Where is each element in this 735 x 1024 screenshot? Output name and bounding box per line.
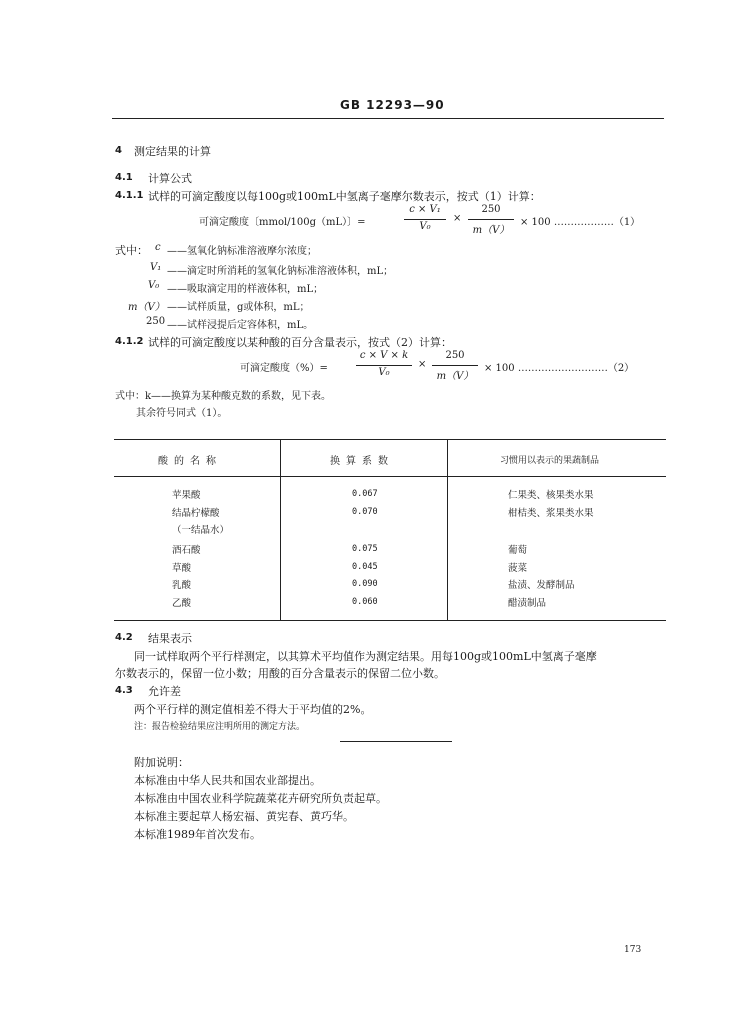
table-header-rule xyxy=(114,476,666,477)
def-desc-c: ——氢氧化钠标准溶液摩尔浓度； xyxy=(167,246,317,257)
def-desc-mv: ——试样质量，g或体积，mL； xyxy=(167,302,310,313)
header-rule xyxy=(112,118,664,119)
appendix-line: 本标准1989年首次发布。 xyxy=(134,828,261,841)
where-label: 式中： xyxy=(115,244,148,257)
formula-2-other: 其余符号同式（1）。 xyxy=(136,408,228,419)
formula-2-tail: × 100 ………………………（2） xyxy=(484,363,635,374)
table-col-divider-1 xyxy=(280,439,281,620)
table-cell-factor: 0.060 xyxy=(352,597,378,607)
def-desc-v1: ——滴定时所消耗的氢氧化钠标准溶液体积，mL； xyxy=(167,266,394,277)
formula-1-fraction-bar xyxy=(404,219,446,220)
table-header-acid-name: 酸的名称 xyxy=(158,456,222,467)
table-cell-factor: 0.090 xyxy=(352,579,378,589)
formula-1-lhs: 可滴定酸度〔mmol/100g（mL）〕= xyxy=(199,217,366,228)
table-cell-factor: 0.067 xyxy=(352,489,378,499)
formula-2-denominator-2: m（V） xyxy=(436,371,474,382)
section-4-2-number: 4.2 xyxy=(115,632,133,643)
formula-1-denominator: V₀ xyxy=(419,221,431,232)
appendix-line: 本标准由中国农业科学院蔬菜花卉研究所负责起草。 xyxy=(134,792,387,805)
formula-2-numerator: c × V × k xyxy=(359,350,409,361)
def-symbol-c: c xyxy=(155,242,161,253)
appendix-line: 本标准主要起草人杨宏福、黄宪春、黄巧华。 xyxy=(134,810,354,823)
table-cell-name: 苹果酸 xyxy=(172,490,201,501)
table-cell-name: 结晶柠檬酸 xyxy=(172,508,220,519)
section-4-1-2-text: 试样的可滴定酸度以某种酸的百分含量表示，按式（2）计算： xyxy=(148,336,452,349)
table-top-rule xyxy=(114,439,666,440)
def-desc-v0: ——吸取滴定用的样液体积，mL； xyxy=(167,284,324,295)
appendix-title: 附加说明： xyxy=(134,756,189,769)
formula-2-fraction-bar-2 xyxy=(432,365,478,366)
formula-2-denominator: V₀ xyxy=(378,367,390,378)
section-4-2-title: 结果表示 xyxy=(148,632,192,645)
def-symbol-mv: m（V） xyxy=(128,302,165,313)
formula-1-numerator-2: 250 xyxy=(481,204,501,215)
section-4-1-2-number: 4.1.2 xyxy=(115,336,144,347)
section-4-2-line-2: 尔数表示的，保留一位小数；用酸的百分含量表示的保留二位小数。 xyxy=(115,667,445,680)
table-cell-name: 乳酸 xyxy=(172,580,192,591)
section-4-3-number: 4.3 xyxy=(115,685,133,696)
def-symbol-v0: V₀ xyxy=(148,280,160,291)
formula-2-where: 式中：k——换算为某种酸克数的系数，见下表。 xyxy=(115,391,332,402)
table-cell-name: 乙酸 xyxy=(172,598,192,609)
table-cell-products: 盐渍、发酵制品 xyxy=(508,580,575,591)
page-number: 173 xyxy=(624,945,642,955)
section-4-number: 4 xyxy=(115,145,122,156)
section-4-1-title: 计算公式 xyxy=(148,172,192,185)
def-symbol-250: 250 xyxy=(146,316,166,327)
formula-1-fraction-bar-2 xyxy=(468,219,514,220)
table-cell-products: 仁果类、核果类水果 xyxy=(508,490,594,501)
table-header-products: 习惯用以表示的果蔬制品 xyxy=(500,456,600,466)
formula-2-lhs: 可滴定酸度（%）= xyxy=(240,363,328,374)
table-cell-products: 葡萄 xyxy=(508,545,528,556)
section-4-1-1-text: 试样的可滴定酸度以每100g或100mL中氢离子毫摩尔数表示，按式（1）计算： xyxy=(148,190,541,203)
section-4-2-line-1: 同一试样取两个平行样测定，以其算术平均值作为测定结果。用每100g或100mL中氢离子毫摩 xyxy=(134,650,597,663)
table-cell-factor: 0.070 xyxy=(352,507,378,517)
table-cell-name: 酒石酸 xyxy=(172,545,201,556)
standard-code-header: GB 12293—90 xyxy=(340,98,445,112)
table-cell-name: 草酸 xyxy=(172,563,192,574)
formula-1-numerator: c × V₁ xyxy=(409,204,441,215)
formula-1-times: × xyxy=(453,213,462,224)
section-4-title: 测定结果的计算 xyxy=(134,145,211,158)
formula-2-fraction-bar xyxy=(356,365,412,366)
table-cell-factor: 0.045 xyxy=(352,562,378,572)
formula-1-denominator-2: m（V） xyxy=(472,225,510,236)
table-bottom-rule xyxy=(114,620,666,621)
table-cell-products: 柑桔类、浆果类水果 xyxy=(508,508,594,519)
appendix-line: 本标准由中华人民共和国农业部提出。 xyxy=(134,774,321,787)
def-symbol-v1: V₁ xyxy=(150,262,162,273)
table-header-factor: 换算系数 xyxy=(330,456,394,467)
formula-1-tail: × 100 ………………（1） xyxy=(520,217,641,228)
section-4-1-number: 4.1 xyxy=(115,172,133,183)
end-rule xyxy=(340,741,452,742)
table-cell-name: （一结晶水） xyxy=(172,525,230,536)
table-col-divider-2 xyxy=(447,439,448,620)
section-4-1-1-number: 4.1.1 xyxy=(115,190,144,201)
section-4-3-title: 允许差 xyxy=(148,685,181,698)
section-4-3-note: 注：报告检验结果应注明所用的测定方法。 xyxy=(134,722,306,732)
section-4-3-line-1: 两个平行样的测定值相差不得大于平均值的2%。 xyxy=(134,703,372,716)
def-desc-250: ——试样浸提后定容体积，mL。 xyxy=(167,320,314,331)
formula-2-numerator-2: 250 xyxy=(445,350,465,361)
table-cell-factor: 0.075 xyxy=(352,544,378,554)
table-cell-products: 菠菜 xyxy=(508,563,528,574)
table-cell-products: 醋渍制品 xyxy=(508,598,547,609)
formula-2-times: × xyxy=(418,359,427,370)
